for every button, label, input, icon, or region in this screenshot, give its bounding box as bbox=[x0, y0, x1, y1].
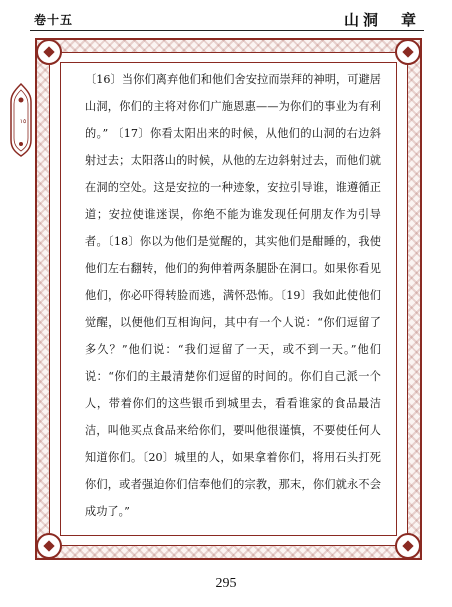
header-rule bbox=[30, 30, 424, 31]
corner-ornament-icon bbox=[36, 533, 62, 559]
corner-ornament-icon bbox=[395, 39, 421, 65]
side-marker-number: ١٥ bbox=[19, 118, 27, 125]
corner-ornament-icon bbox=[36, 39, 62, 65]
corner-ornament-icon bbox=[395, 533, 421, 559]
page-number: 295 bbox=[215, 576, 237, 591]
chapter-title: 山洞 章 bbox=[343, 11, 420, 29]
volume-label: 卷十五 bbox=[34, 13, 74, 27]
verse-text: 〔16〕当你们离弃他们和他们舍安拉而崇拜的神明，可避居山洞，你们的主将对你们广施恩惠——为你们的事业为有利的。” 〔17〕你看太阳出来的时候，从他们的山洞的右边斜射过去；太阳落山的时候，从他的左边斜射过去，而他们就在洞的空处。这是安拉的一种迹象，安拉引导谁，谁遵循正道；安拉使谁迷误，你绝不能为谁发现任何朋友作为引导者。〔18〕你以为他们是觉醒的，其实他们是酣睡的，我使他们左右翻转，他们的狗伸着两条腿卧在洞口。如果你看见他们，你必吓得转脸而逃，满怀恐怖。〔19〕我如此使他们觉醒，以便他们互相询问，其中有一个人说：“你们逗留了多久？”他们说：“我们逗留了一天，或不到一天。”他们说：“你们的主最清楚你们逗留的时间的。你们自己派一个人，带着你们的这些银币到城里去，看看谁家的食品最洁洁，叫他买点食品来给你们，要叫他很谨慎，不要使任何人知道你们。〔20〕城里的人，如果拿着你们，将用石头打死你们，或者强迫你们信奉他们的宗教，那末，你们就永不会成功了。” bbox=[85, 73, 381, 518]
